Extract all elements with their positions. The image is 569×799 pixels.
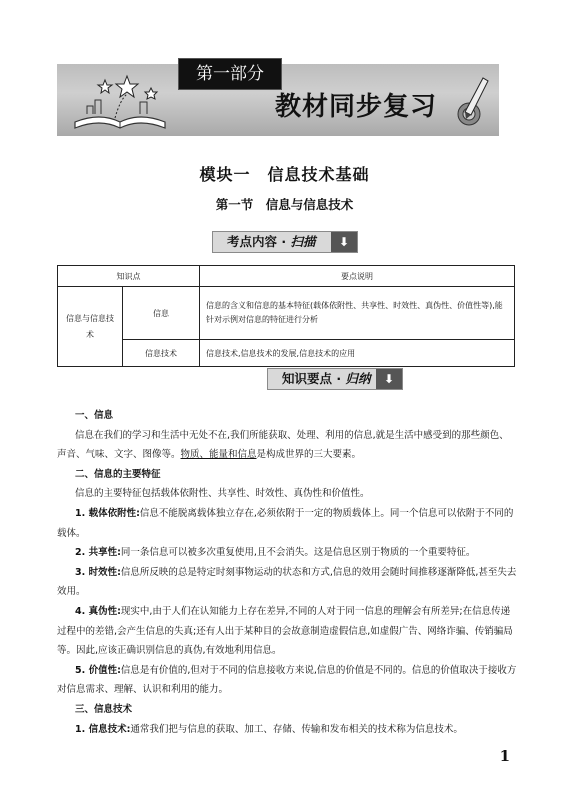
paragraph: 4. 真伪性:现实中,由于人们在认知能力上存在差异,不同的人对于同一信息的理解会有所差异;在信息传递过程中的差错,会产生信息的失真;还有人出于某种目的会故意制造虚假信息,如虚假广告、网络诈骗、传销骗局等。因此,应该正确识别信息的真伪,有效地利用信息。 bbox=[57, 605, 513, 657]
table-header: 知识点 bbox=[58, 266, 200, 287]
pill-label: 考点内容 · bbox=[227, 234, 291, 249]
paragraph: 3. 时效性:信息所反映的总是特定时刻事物运动的状态和方式,信息的效用会随时间推移逐渐降低,甚至失去效用。 bbox=[57, 566, 517, 598]
heading: 二、信息的主要特征 bbox=[75, 468, 161, 480]
paragraph: 1. 信息技术:通常我们把与信息的获取、加工、存储、传输和发布相关的技术称为信息技术。 bbox=[75, 723, 463, 735]
content-body bbox=[57, 406, 517, 739]
part-tag: 第一部分 bbox=[178, 58, 282, 90]
table-cell: 信息 bbox=[123, 287, 200, 340]
open-book-icon bbox=[65, 70, 175, 132]
paragraph: 2. 共享性:同一条信息可以被多次重复使用,且不会消失。这是信息区别于物质的一个重要特征。 bbox=[75, 547, 476, 559]
pill-label-em: 扫描 bbox=[290, 234, 316, 249]
page-number: 1 bbox=[499, 747, 510, 765]
heading: 一、信息 bbox=[75, 410, 114, 421]
table-row bbox=[58, 340, 515, 367]
table-cell: 信息的含义和信息的基本特征(载体依附性、共享性、时效性、真伪性、价值性等),能针对示例对信息的特征进行分析 bbox=[200, 287, 515, 340]
part-banner bbox=[57, 64, 499, 136]
banner-title: 教材同步复习 bbox=[275, 92, 438, 122]
table-header: 要点说明 bbox=[200, 266, 515, 287]
table-cell: 信息技术 bbox=[123, 340, 200, 367]
table-group-cell: 信息与信息技术 bbox=[58, 287, 123, 367]
underlined-text: 物质、能量和信息 bbox=[180, 449, 257, 461]
heading: 三、信息技术 bbox=[75, 703, 133, 715]
arrow-down-icon: ⬇ bbox=[331, 232, 357, 252]
pill-label-em: 归纳 bbox=[345, 371, 371, 386]
paragraph: 信息的主要特征包括载体依附性、共享性、时效性、真伪性和价值性。 bbox=[75, 488, 370, 500]
table-row bbox=[58, 287, 515, 340]
paragraph: 信息在我们的学习和生活中无处不在,我们所能获取、处理、利用的信息,就是生活中感受到的那些颜色、声音、气味、文字、图像等。物质、能量和信息是构成世界的三大要素。 bbox=[57, 429, 509, 461]
arrow-down-icon: ⬇ bbox=[376, 369, 402, 389]
knowledge-table bbox=[57, 265, 515, 367]
module-title: 模块一 信息技术基础 bbox=[199, 165, 370, 184]
section-pill-summary bbox=[267, 368, 403, 390]
pencil-icon bbox=[455, 72, 491, 128]
section-pill-scan bbox=[212, 231, 358, 253]
paragraph: 5. 价值性:信息是有价值的,但对于不同的信息接收方来说,信息的价值是不同的。信息的价值取决于接收方对信息需求、理解、认识和利用的能力。 bbox=[57, 664, 517, 696]
pill-label: 知识要点 · bbox=[282, 371, 346, 386]
section-title: 第一节 信息与信息技术 bbox=[215, 197, 354, 212]
table-cell: 信息技术,信息技术的发展,信息技术的应用 bbox=[200, 340, 515, 367]
paragraph: 1. 载体依附性:信息不能脱离载体独立存在,必须依附于一定的物质载体上。同一个信息可以依附于不同的载体。 bbox=[57, 507, 514, 539]
